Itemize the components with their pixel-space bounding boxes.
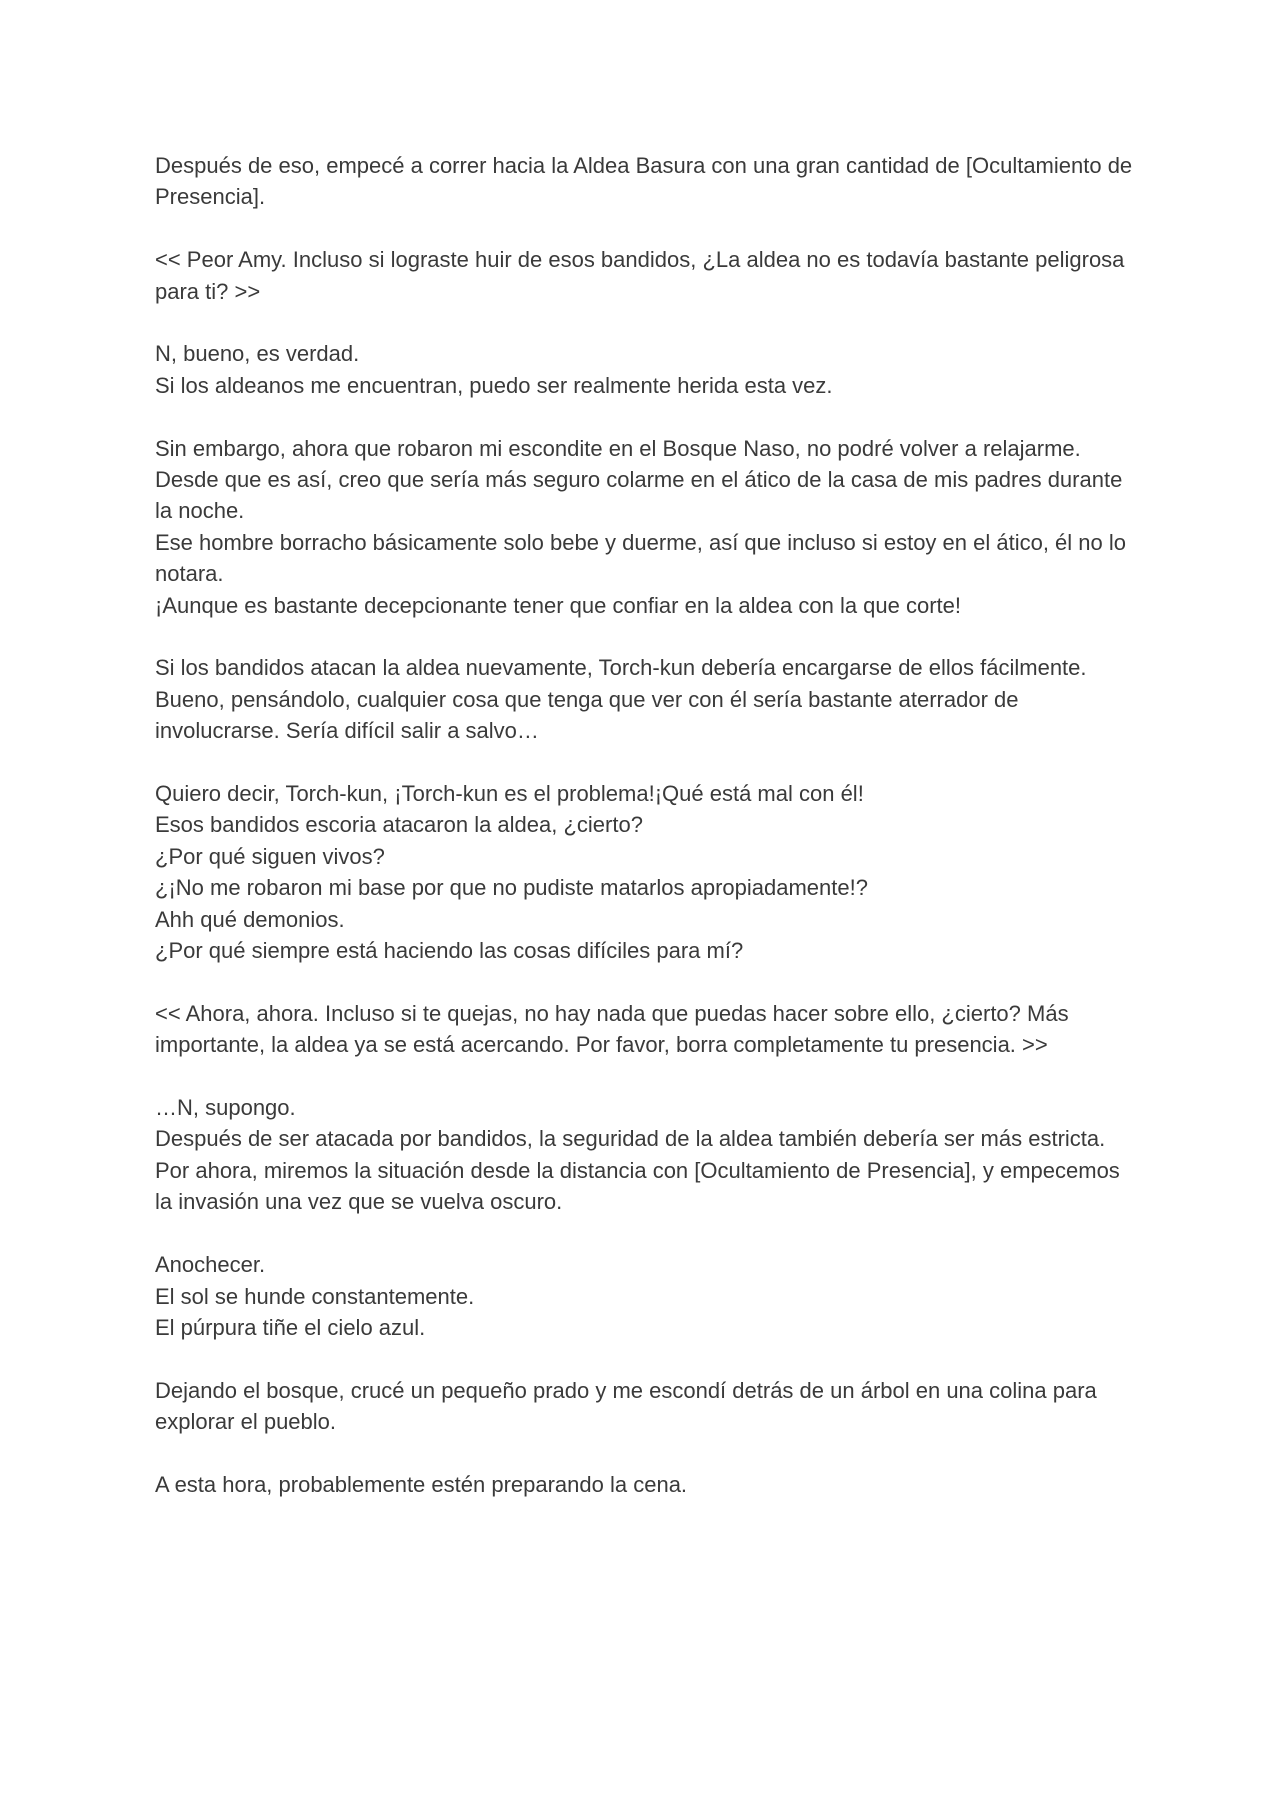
text-line: Sin embargo, ahora que robaron mi escondite en el Bosque Naso, no podré volver a relajarme. xyxy=(155,435,1081,461)
paragraph xyxy=(155,150,1140,213)
text-line: Si los aldeanos me encuentran, puedo ser realmente herida esta vez. xyxy=(155,372,833,398)
text-line: …N, supongo. xyxy=(155,1095,296,1121)
paragraph xyxy=(155,1249,1140,1343)
text-line: ¿¡No me robaron mi base por que no pudiste matarlos apropiadamente!? xyxy=(155,875,868,901)
text-line: Después de ser atacada por bandidos, la seguridad de la aldea también debería ser más estricta. xyxy=(155,1126,1106,1152)
text-line: Quiero decir, Torch-kun, ¡Torch-kun es el problema!¡Qué está mal con él! xyxy=(155,781,864,807)
paragraph xyxy=(155,1375,1140,1438)
paragraph xyxy=(155,652,1140,746)
text-line: Después de eso, empecé a correr hacia la Aldea Basura con una gran cantidad de [Ocultamiento de Presencia]. xyxy=(155,153,1133,210)
paragraph xyxy=(155,1092,1140,1218)
text-line: Desde que es así, creo que sería más seguro colarme en el ático de la casa de mis padres durante la noche. xyxy=(155,467,1123,524)
text-line: Anochecer. xyxy=(155,1252,266,1278)
text-line: A esta hora, probablemente estén preparando la cena. xyxy=(155,1471,688,1497)
text-line: Bueno, pensándolo, cualquier cosa que tenga que ver con él sería bastante aterrador de involucrarse. Sería difícil salir a salvo… xyxy=(155,686,1019,744)
text-line: << Peor Amy. Incluso si lograste huir de esos bandidos, ¿La aldea no es todavía bastante peligrosa para ti? >> xyxy=(155,247,1125,304)
text-line: Ese hombre borracho básicamente solo bebe y duerme, así que incluso si estoy en el ático, él no lo notara. xyxy=(155,529,1126,587)
text-line: Dejando el bosque, crucé un pequeño prado y me escondí detrás de un árbol en una colina para explorar el pueblo. xyxy=(155,1377,1097,1435)
text-line: El sol se hunde constantemente. xyxy=(155,1283,475,1309)
text-line: ¿Por qué siguen vivos? xyxy=(155,843,385,869)
paragraph xyxy=(155,433,1140,621)
text-line: ¿Por qué siempre está haciendo las cosas difíciles para mí? xyxy=(155,938,744,964)
document-body xyxy=(155,150,1140,1532)
paragraph xyxy=(155,778,1140,966)
text-line: N, bueno, es verdad. xyxy=(155,341,360,367)
text-line: << Ahora, ahora. Incluso si te quejas, no hay nada que puedas hacer sobre ello, ¿cierto? Más importante, la aldea ya se está acercando. Por favor, borra completamente tu presencia. >> xyxy=(155,1000,1069,1058)
paragraph xyxy=(155,338,1140,401)
paragraph xyxy=(155,244,1140,307)
text-line: Por ahora, miremos la situación desde la distancia con [Ocultamiento de Presencia], y empecemos la invasión una vez que se vuelva oscuro. xyxy=(155,1157,1120,1215)
text-line: Ahh qué demonios. xyxy=(155,906,345,932)
text-line: Si los bandidos atacan la aldea nuevamente, Torch-kun debería encargarse de ellos fácilmente. xyxy=(155,655,1087,681)
paragraph xyxy=(155,1469,1140,1500)
paragraph xyxy=(155,998,1140,1061)
text-line: ¡Aunque es bastante decepcionante tener que confiar en la aldea con la que corte! xyxy=(155,592,962,618)
text-line: El púrpura tiñe el cielo azul. xyxy=(155,1314,426,1340)
text-line: Esos bandidos escoria atacaron la aldea, ¿cierto? xyxy=(155,812,643,838)
